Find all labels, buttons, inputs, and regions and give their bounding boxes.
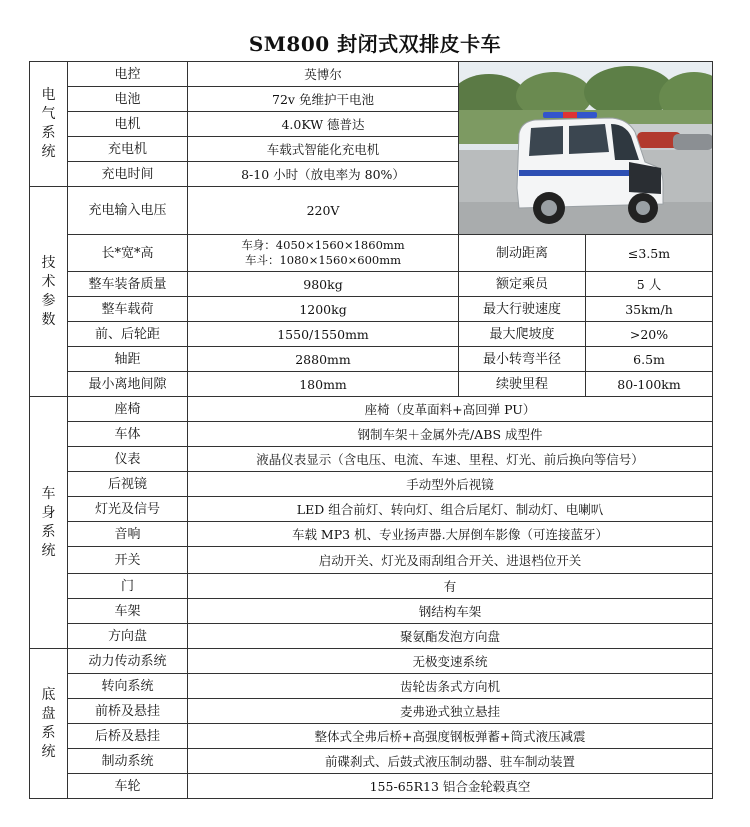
row-value: 无极变速系统 <box>188 649 713 674</box>
dimension-bed: 车斗：1080×1560×600mm <box>244 253 402 267</box>
row-label: 车体 <box>68 422 188 447</box>
row-value: 4.0KW 德普达 <box>188 112 459 137</box>
table-row <box>30 724 713 749</box>
row-label: 最小离地间隙 <box>68 372 188 397</box>
row-value: 座椅（皮革面料+高回弹 PU） <box>188 397 713 422</box>
row-label: 动力传动系统 <box>68 649 188 674</box>
row-label: 音响 <box>68 522 188 547</box>
row-label: 轴距 <box>68 347 188 372</box>
row-label: 整车装备质量 <box>68 272 188 297</box>
row-label: 门 <box>68 574 188 599</box>
row-value: LED 组合前灯、转向灯、组合后尾灯、制动灯、电喇叭 <box>188 497 713 522</box>
row-value: 车载式智能化充电机 <box>188 137 459 162</box>
row-label: 整车载荷 <box>68 297 188 322</box>
row-value: 聚氨酯发泡方向盘 <box>188 624 713 649</box>
row-value: 8-10 小时（放电率为 80%） <box>188 162 459 187</box>
group-label-electrical: 电气系统 <box>30 62 68 187</box>
row-label-2: 最大爬坡度 <box>459 322 586 347</box>
vehicle-image <box>459 62 712 234</box>
table-row <box>30 749 713 774</box>
table-row <box>30 599 713 624</box>
row-value: 钢制车架＋金属外壳/ABS 成型件 <box>188 422 713 447</box>
row-label-2: 续驶里程 <box>459 372 586 397</box>
group-label-body: 车身系统 <box>30 397 68 649</box>
row-value: 启动开关、灯光及雨刮组合开关、进退档位开关 <box>188 547 713 574</box>
row-label: 开关 <box>68 547 188 574</box>
group-label-chassis: 底盘系统 <box>30 649 68 799</box>
table-row <box>30 447 713 472</box>
row-label: 充电输入电压 <box>68 187 188 235</box>
table-row <box>30 62 713 87</box>
row-label: 长*宽*高 <box>68 235 188 272</box>
row-label-2: 最大行驶速度 <box>459 297 586 322</box>
row-label: 前桥及悬挂 <box>68 699 188 724</box>
row-value: 1200kg <box>188 297 459 322</box>
row-value-2: >20% <box>586 322 713 347</box>
spec-table <box>29 61 713 799</box>
row-value: 手动型外后视镜 <box>188 472 713 497</box>
table-row <box>30 649 713 674</box>
table-row <box>30 774 713 799</box>
row-label: 充电时间 <box>68 162 188 187</box>
row-value: 2880mm <box>188 347 459 372</box>
vehicle-photo <box>459 62 713 235</box>
row-label: 灯光及信号 <box>68 497 188 522</box>
row-value: 车载 MP3 机、专业扬声器.大屏倒车影像（可连接蓝牙） <box>188 522 713 547</box>
row-value: 1550/1550mm <box>188 322 459 347</box>
row-label: 座椅 <box>68 397 188 422</box>
row-value-2: 80-100km <box>586 372 713 397</box>
row-value: 齿轮齿条式方向机 <box>188 674 713 699</box>
row-value: 72v 免维护干电池 <box>188 87 459 112</box>
row-value: 整体式全弗后桥+高强度钢板弹蓄+筒式液压减震 <box>188 724 713 749</box>
table-row <box>30 397 713 422</box>
dimension-body: 车身：4050×1560×1860mm <box>241 238 405 252</box>
table-row <box>30 522 713 547</box>
row-label: 车架 <box>68 599 188 624</box>
row-label: 电池 <box>68 87 188 112</box>
table-row <box>30 272 713 297</box>
page-title: SM800 封闭式双排皮卡车 <box>248 32 502 56</box>
row-value: 180mm <box>188 372 459 397</box>
table-row <box>30 624 713 649</box>
row-label: 后视镜 <box>68 472 188 497</box>
row-label: 方向盘 <box>68 624 188 649</box>
table-row <box>30 547 713 574</box>
row-label: 充电机 <box>68 137 188 162</box>
row-label: 前、后轮距 <box>68 322 188 347</box>
row-label-2: 制动距离 <box>459 235 586 272</box>
table-row <box>30 497 713 522</box>
row-label: 电控 <box>68 62 188 87</box>
table-row <box>30 674 713 699</box>
row-label-2: 最小转弯半径 <box>459 347 586 372</box>
row-value: 麦弗逊式独立悬挂 <box>188 699 713 724</box>
table-row <box>30 574 713 599</box>
table-row <box>30 422 713 447</box>
row-value: 220V <box>188 187 459 235</box>
row-value: 钢结构车架 <box>188 599 713 624</box>
row-label: 转向系统 <box>68 674 188 699</box>
table-row <box>30 297 713 322</box>
row-value <box>188 235 459 272</box>
group-label-technical: 技术参数 <box>30 187 68 397</box>
row-value-2: 5 人 <box>586 272 713 297</box>
row-value: 980kg <box>188 272 459 297</box>
row-value-2: ≤3.5m <box>586 235 713 272</box>
row-value: 有 <box>188 574 713 599</box>
table-row <box>30 472 713 497</box>
row-value: 液晶仪表显示（含电压、电流、车速、里程、灯光、前后换向等信号） <box>188 447 713 472</box>
table-row <box>30 372 713 397</box>
row-label-2: 额定乘员 <box>459 272 586 297</box>
row-value: 前碟刹式、后鼓式液压制动器、驻车制动装置 <box>188 749 713 774</box>
table-row <box>30 347 713 372</box>
row-label: 车轮 <box>68 774 188 799</box>
row-value-2: 6.5m <box>586 347 713 372</box>
row-label: 电机 <box>68 112 188 137</box>
row-label: 制动系统 <box>68 749 188 774</box>
row-value-2: 35km/h <box>586 297 713 322</box>
table-row <box>30 235 713 272</box>
row-label: 后桥及悬挂 <box>68 724 188 749</box>
row-value: 155-65R13 铝合金轮毂真空 <box>188 774 713 799</box>
table-row <box>30 322 713 347</box>
row-value: 英博尔 <box>188 62 459 87</box>
row-label: 仪表 <box>68 447 188 472</box>
table-row <box>30 699 713 724</box>
